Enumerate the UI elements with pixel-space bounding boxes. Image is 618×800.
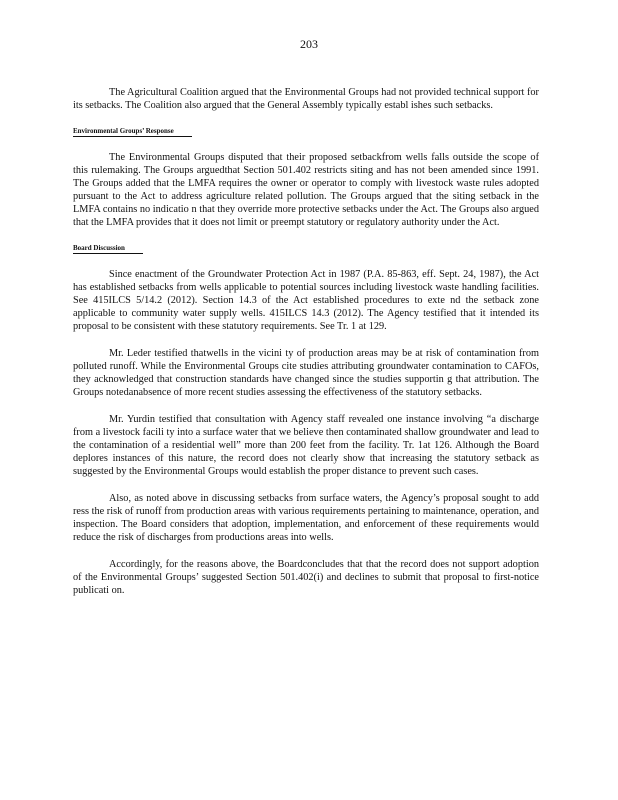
coalition-paragraph: The Agricultural Coalition argued that the Environmental Groups had not provided technical support for its setbacks. The Coalition also argued that the General Assembly typically establ ishes such setbacks. xyxy=(73,87,539,111)
section-heading-board-discussion: Board Discussion xyxy=(73,243,539,254)
board-paragraph-1: Since enactment of the Groundwater Protection Act in 1987 (P.A. 85-863, eff. Sept. 24, 1987), the Act has established setbacks from wells applicable to potential sources including livestock waste handling facilities. See 415ILCS 5/14.2 (2012). Section 14.3 of the Act established procedures to exte nd the setback zone applicable to community water supply wells. 415ILCS 14.3 (2012). The Agency testified that it intended its proposal to be consistent with these statutory requirements. See Tr. 1 at 129. xyxy=(73,269,539,332)
board-paragraph-4: Also, as noted above in discussing setbacks from surface waters, the Agency’s proposal sought to add ress the risk of runoff from production areas with various requirements pertaining to maintenance, operation, and inspection. The Board considers that adoption, implementation, and enforcement of these requirements would reduce the risk of discharges from productions areas into wells. xyxy=(73,493,539,543)
page-number: 203 xyxy=(300,37,318,51)
document-body xyxy=(73,86,539,611)
board-paragraph-5: Accordingly, for the reasons above, the Boardconcludes that that the record does not support adoption of the Environmental Groups’ suggested Section 501.402(i) and declines to submit that proposal to first-notice publicati on. xyxy=(73,559,539,596)
environmental-groups-paragraph: The Environmental Groups disputed that their proposed setbackfrom wells falls outside the scope of this rulemaking. The Groups arguedthat Section 501.402 restricts siting and has not been amended since 1991. The Groups added that the LMFA requires the owner or operator to comply with livestock waste rules adopted pursuant to the Act to address agriculture related pollution. The Groups argued that the siting setback in the LMFA contains no indicatio n that they override more protective setbacks under the Act. The Groups also argued that the LMFA provides that it does not limit or preempt statutory or regulatory authority under the Act. xyxy=(73,152,539,228)
board-paragraph-2: Mr. Leder testified thatwells in the vicini ty of production areas may be at risk of contamination from polluted runoff. While the Environmental Groups cite studies attributing groundwater contamination to CAFOs, they acknowledged that construction standards have changed since the studies supportin g that attribution. The Groups notedanabsence of more recent studies assessing the effectiveness of the statutory setbacks. xyxy=(73,348,539,398)
section-heading-environmental-groups: Environmental Groups’ Response xyxy=(73,126,539,137)
board-paragraph-3: Mr. Yurdin testified that consultation with Agency staff revealed one instance involving “a discharge from a livestock facili ty into a surface water that we believe then contaminated shallow groundwater and lead to the contamination of a residential well” more than 200 feet from the facility. Tr. 1at 126. Although the Board deplores instances of this nature, the record does not clearly show that increasing the statutory setback as suggested by the Environmental Groups would establish the proper distance to prevent such cases. xyxy=(73,414,539,477)
